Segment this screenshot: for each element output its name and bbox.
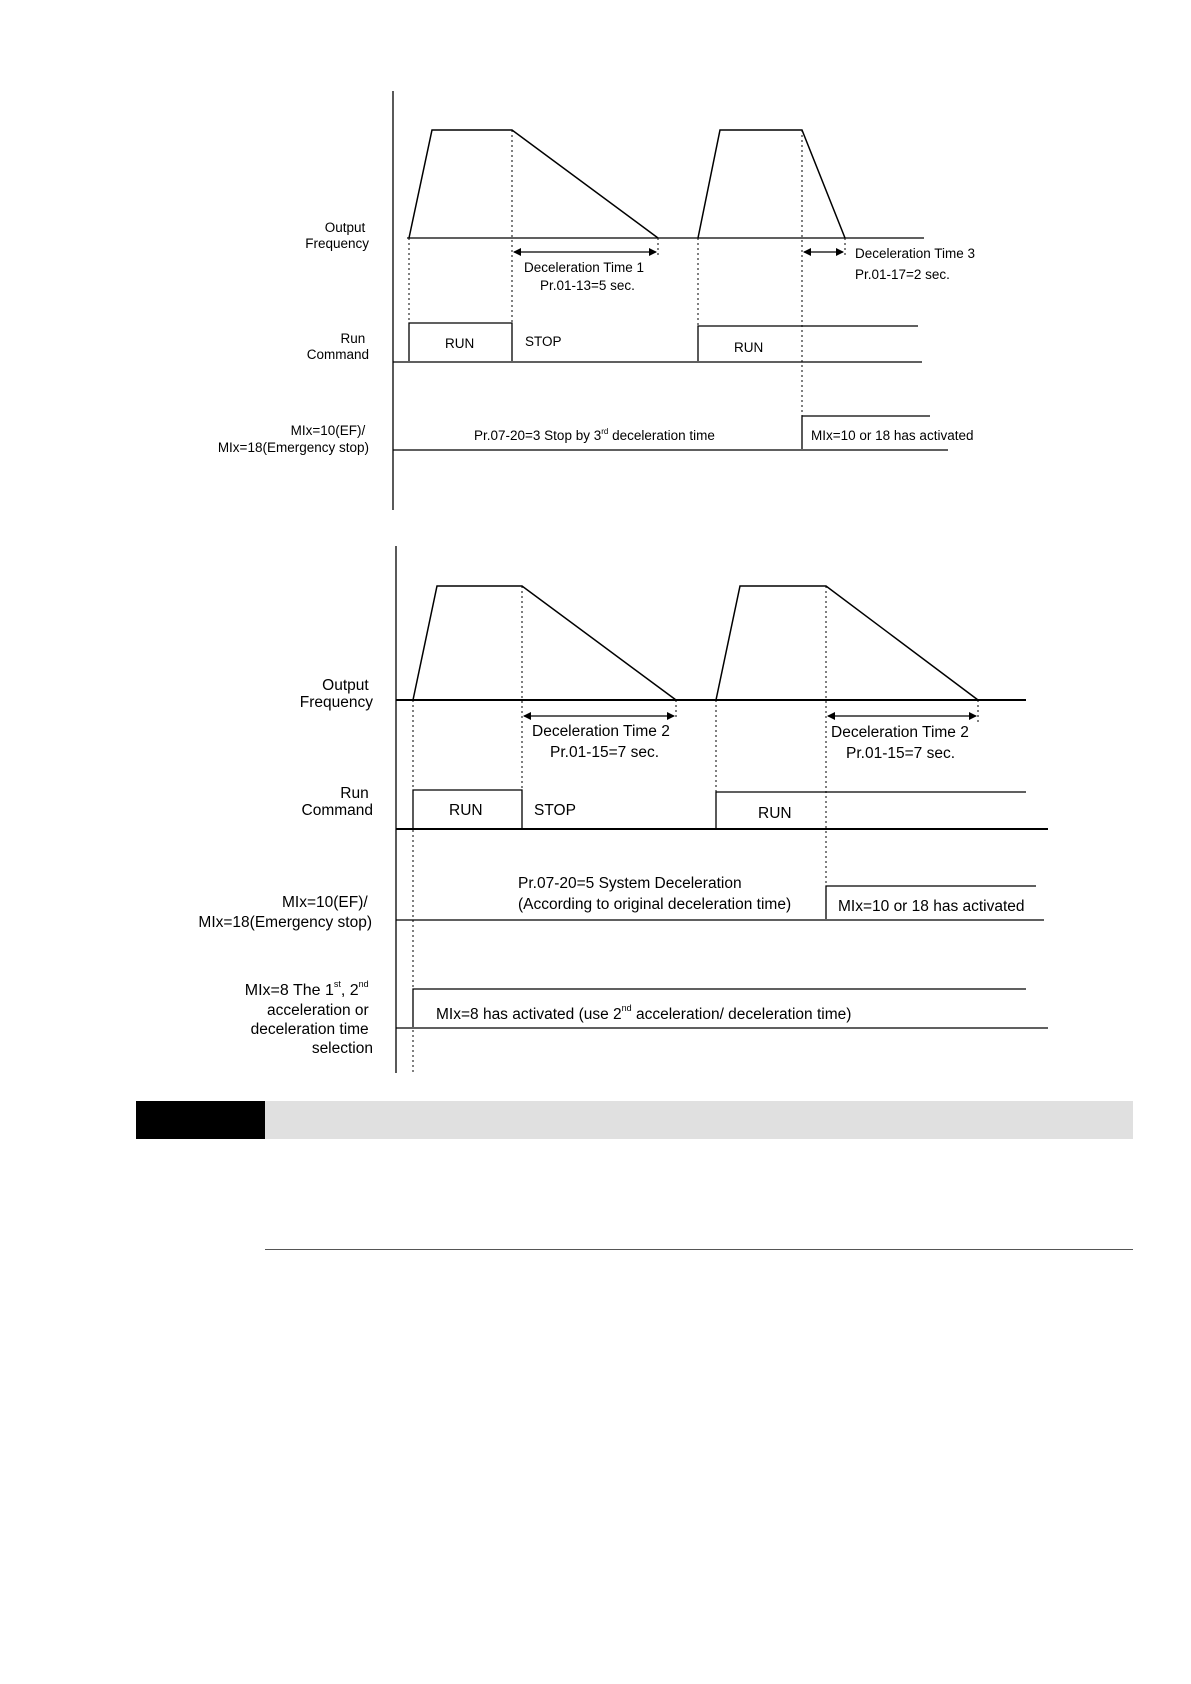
stop-label: STOP xyxy=(525,334,562,349)
run-label-1: RUN xyxy=(445,336,475,351)
mi-activated-label: MIx=10 or 18 has activated xyxy=(811,428,974,443)
decel-time-1-value: Pr.01-13=5 sec. xyxy=(540,278,635,293)
label-mi8-selection: MIx=8 The 1st, 2nd acceleration or deceleration time selection xyxy=(244,979,373,1057)
run-command-signal-2 xyxy=(698,326,918,361)
stop-label: STOP xyxy=(534,802,576,819)
decel-time-2a-label: Deceleration Time 2 xyxy=(532,723,670,740)
label-run-command: Run Command xyxy=(301,785,373,819)
frequency-pulse-2 xyxy=(716,586,978,700)
mi8-activated-label: MIx=8 has activated (use 2nd acceleration/ deceleration time) xyxy=(436,1003,852,1023)
run-label-1: RUN xyxy=(449,802,483,819)
decel-time-2a-value: Pr.01-15=7 sec. xyxy=(550,744,659,761)
run-label-2: RUN xyxy=(758,805,792,822)
diagram-1 xyxy=(218,91,975,510)
run-label-2: RUN xyxy=(734,340,764,355)
decel-time-2b-value: Pr.01-15=7 sec. xyxy=(846,745,955,762)
separator-rule xyxy=(265,1249,1133,1250)
section-header-tab xyxy=(136,1101,265,1139)
decel-time-2b-label: Deceleration Time 2 xyxy=(831,724,969,741)
decel-time-3-label: Deceleration Time 3 xyxy=(855,246,976,261)
label-run-command: Run Command xyxy=(306,331,369,362)
decel-setting-note: Pr.07-20=3 Stop by 3rd deceleration time xyxy=(474,427,715,443)
label-mi-input: MIx=10(EF)/ MIx=18(Emergency stop) xyxy=(217,423,369,455)
section-header-bar xyxy=(265,1101,1133,1139)
frequency-pulse-2 xyxy=(698,130,845,238)
label-output-frequency: Output Frequency xyxy=(305,220,369,251)
mi-activated-label: MIx=10 or 18 has activated xyxy=(838,898,1025,915)
decel-time-1-label: Deceleration Time 1 xyxy=(524,260,645,275)
frequency-pulse-1 xyxy=(409,130,658,238)
label-mi-input: MIx=10(EF)/ MIx=18(Emergency stop) xyxy=(198,894,372,931)
decel-setting-note: Pr.07-20=5 System Deceleration (According to original deceleration time) xyxy=(518,875,792,913)
label-output-frequency: Output Frequency xyxy=(299,677,373,711)
frequency-pulse-1 xyxy=(413,586,676,700)
diagram-2 xyxy=(198,546,1048,1073)
decel-time-3-value: Pr.01-17=2 sec. xyxy=(855,267,950,282)
